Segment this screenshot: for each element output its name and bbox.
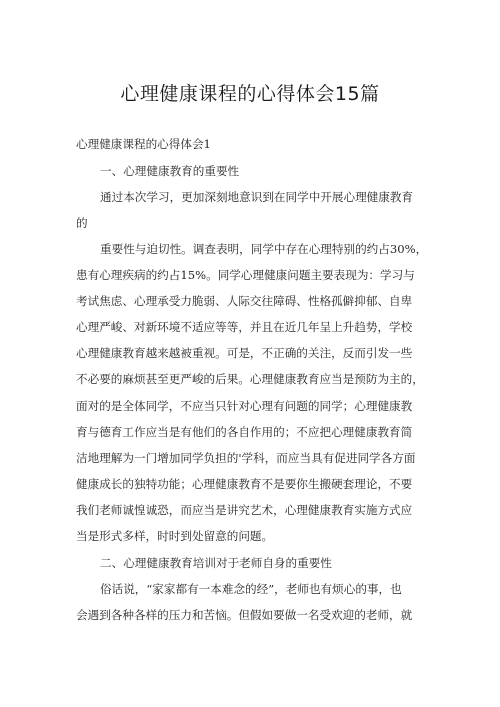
paragraph-line: 心理严峻、对新环境不适应等等，并且在近几年呈上升趋势，学校 [76,320,413,334]
paragraph-line: 育与德育工作应当是有他们的各自作用的；不应把心理健康教育简 [76,425,413,439]
paragraph-line: 洁地理解为一门增加同学负担的'学科，而应当具有促进同学各方面 [76,451,416,465]
paragraph-line: 俗话说，“家家都有一本难念的经”，老师也有烦心的事，也 [100,582,402,596]
paragraph-line: 不必要的麻烦甚至更严峻的后果。心理健康教育应当是预防为主的， [76,372,424,386]
section-heading: 心理健康课程的心得体会1 [76,137,211,151]
paragraph-line: 通过本次学习，更加深刻地意识到在同学中开展心理健康教育 [100,190,414,204]
paragraph-line: 考试焦虑、心理承受力脆弱、人际交往障碍、性格孤僻抑郁、自卑 [76,294,413,308]
subsection-heading: 二、心理健康教育培训对于老师自身的重要性 [100,556,332,570]
paragraph-line: 面对的是全体同学，不应当只针对心理有问题的同学；心理健康教 [76,399,413,413]
paragraph-line: 健康成长的独特功能；心理健康教育不是要你生搬硬套理论，不要 [76,477,413,491]
paragraph-line: 患有心理疾病的约占15%。同学心理健康问题主要表现为：学习与 [76,268,415,282]
subsection-heading: 一、心理健康教育的重要性 [100,164,240,178]
paragraph-line: 重要性与迫切性。调查表明，同学中存在心理特别的约占30%， [100,242,428,256]
paragraph-line: 心理健康教育越来越被重视。可是，不正确的关注，反而引发一些 [76,346,413,360]
paragraph-line: 的 [76,216,88,230]
paragraph-line: 当是形式多样，时时到处留意的问题。 [76,529,274,543]
paragraph-line: 会遇到各种各样的压力和苦恼。但假如要做一名受欢迎的老师，就 [76,608,413,622]
paragraph-line: 我们老师诚惶诚恐，而应当是讲究艺术，心理健康教育实施方式应 [76,503,413,517]
document-title: 心理健康课程的心得体会15篇 [120,83,380,105]
